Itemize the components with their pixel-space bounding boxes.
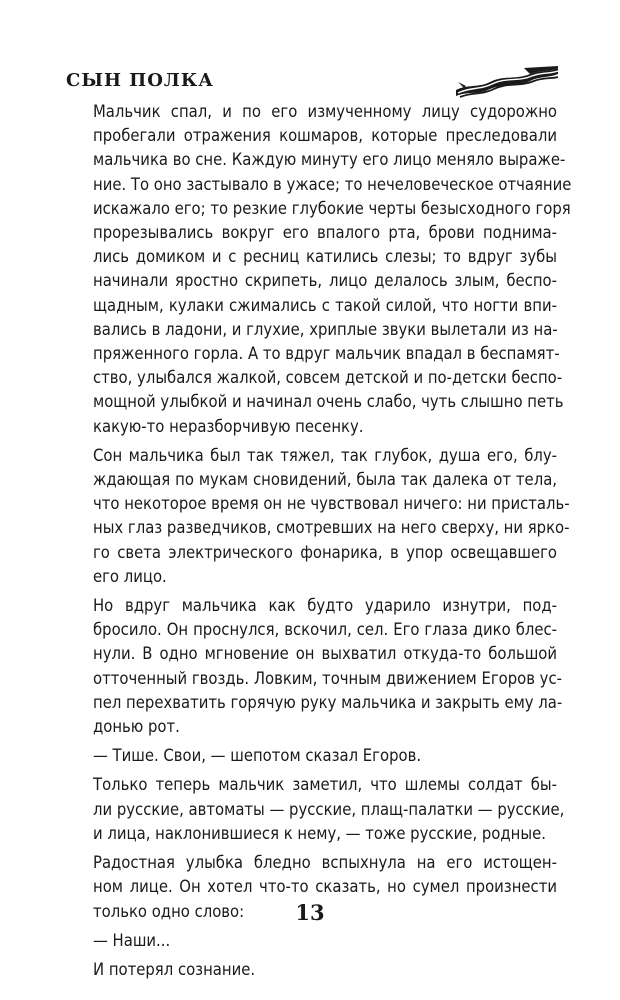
paragraph: [68, 929, 557, 953]
text-line: Радостная улыбка бледно вспыхнула на его истощен-: [93, 853, 557, 873]
text-line: пряженного горла. А то вдруг мальчик впадал в беспамят-: [93, 344, 560, 364]
text-line: только одно слово:: [93, 901, 245, 921]
text-line: ном лице. Он хотел что-то сказать, но сумел произнести: [93, 877, 557, 897]
text-line: вались в ладони, и глухие, хриплые звуки вылетали из на-: [93, 319, 558, 339]
text-line: ние. То оно застывало в ужасе; то нечеловеческое отчаяние: [93, 174, 572, 194]
text-line: Только теперь мальчик заметил, что шлемы солдат бы-: [93, 775, 557, 795]
text-line: щадным, кулаки сжимались с такой силой, что ногти впи-: [93, 295, 557, 315]
text-line: начинали яростно скрипеть, лицо делалось злым, беспо-: [93, 271, 557, 291]
text-line: Но вдруг мальчика как будто ударило изнутри, под-: [93, 596, 557, 616]
text-line: ждающая по мукам сновидений, была так далека от тела,: [93, 470, 557, 490]
text-line: пробегали отражения кошмаров, которые преследовали: [93, 126, 557, 146]
text-line: и лица, наклонившиеся к нему, — тоже русские, родные.: [93, 823, 546, 843]
paragraph: [68, 958, 557, 982]
text-line: что некоторое время он не чувствовал ничего: ни присталь-: [93, 494, 570, 514]
text-line: лись домиком и с ресниц катились слезы; то вдруг зубы: [93, 247, 557, 267]
text-line: Сон мальчика был так тяжел, так глубок, душа его, блу-: [93, 445, 557, 465]
running-title: СЫН ПОЛКА: [66, 70, 214, 91]
body-text: [68, 100, 572, 987]
text-line: нули. В одно мгновение он выхватил откуда-то большой: [93, 644, 557, 664]
text-line: отточенный гвоздь. Ловким, точным движением Егоров ус-: [93, 668, 562, 688]
text-line: — Наши...: [93, 930, 171, 950]
paragraph: [68, 100, 572, 439]
text-line: мальчика во сне. Каждую минуту его лицо меняло выраже-: [93, 150, 566, 170]
text-line: ли русские, автоматы — русские, плащ-палатки — русские,: [93, 799, 565, 819]
text-line: искажало его; то резкие глубокие черты безысходного горя: [93, 198, 571, 218]
text-line: ных глаз разведчиков, смотревших на него сверху, ни ярко-: [93, 518, 570, 538]
text-line: го света электрического фонарика, в упор освещавшего: [93, 542, 557, 562]
paragraph: [68, 773, 565, 846]
text-line: ство, улыбался жалкой, совсем детской и по-детски беспо-: [93, 368, 563, 388]
text-line: — Тише. Свои, — шепотом сказал Егоров.: [93, 746, 422, 766]
paragraph: [68, 594, 563, 739]
text-line: мощной улыбкой и начинал очень слабо, чуть слышно петь: [93, 392, 564, 412]
text-line: какую-то неразборчивую песенку.: [93, 416, 364, 436]
text-line: бросило. Он проснулся, вскочил, сел. Его глаза дико блес-: [93, 620, 557, 640]
text-line: прорезывались вокруг его впалого рта, брови поднима-: [93, 223, 557, 243]
ribbon-ornament-icon: [454, 66, 560, 98]
text-line: донью рот.: [93, 717, 180, 737]
text-line: Мальчик спал, и по его измученному лицу судорожно: [93, 102, 557, 121]
text-line: пел перехватить горячую руку мальчика и закрыть ему ла-: [93, 692, 563, 712]
page-number: 13: [295, 900, 325, 925]
text-line: его лицо.: [93, 566, 167, 586]
paragraph: [68, 744, 557, 768]
paragraph: [68, 444, 570, 589]
text-line: И потерял сознание.: [93, 959, 256, 979]
